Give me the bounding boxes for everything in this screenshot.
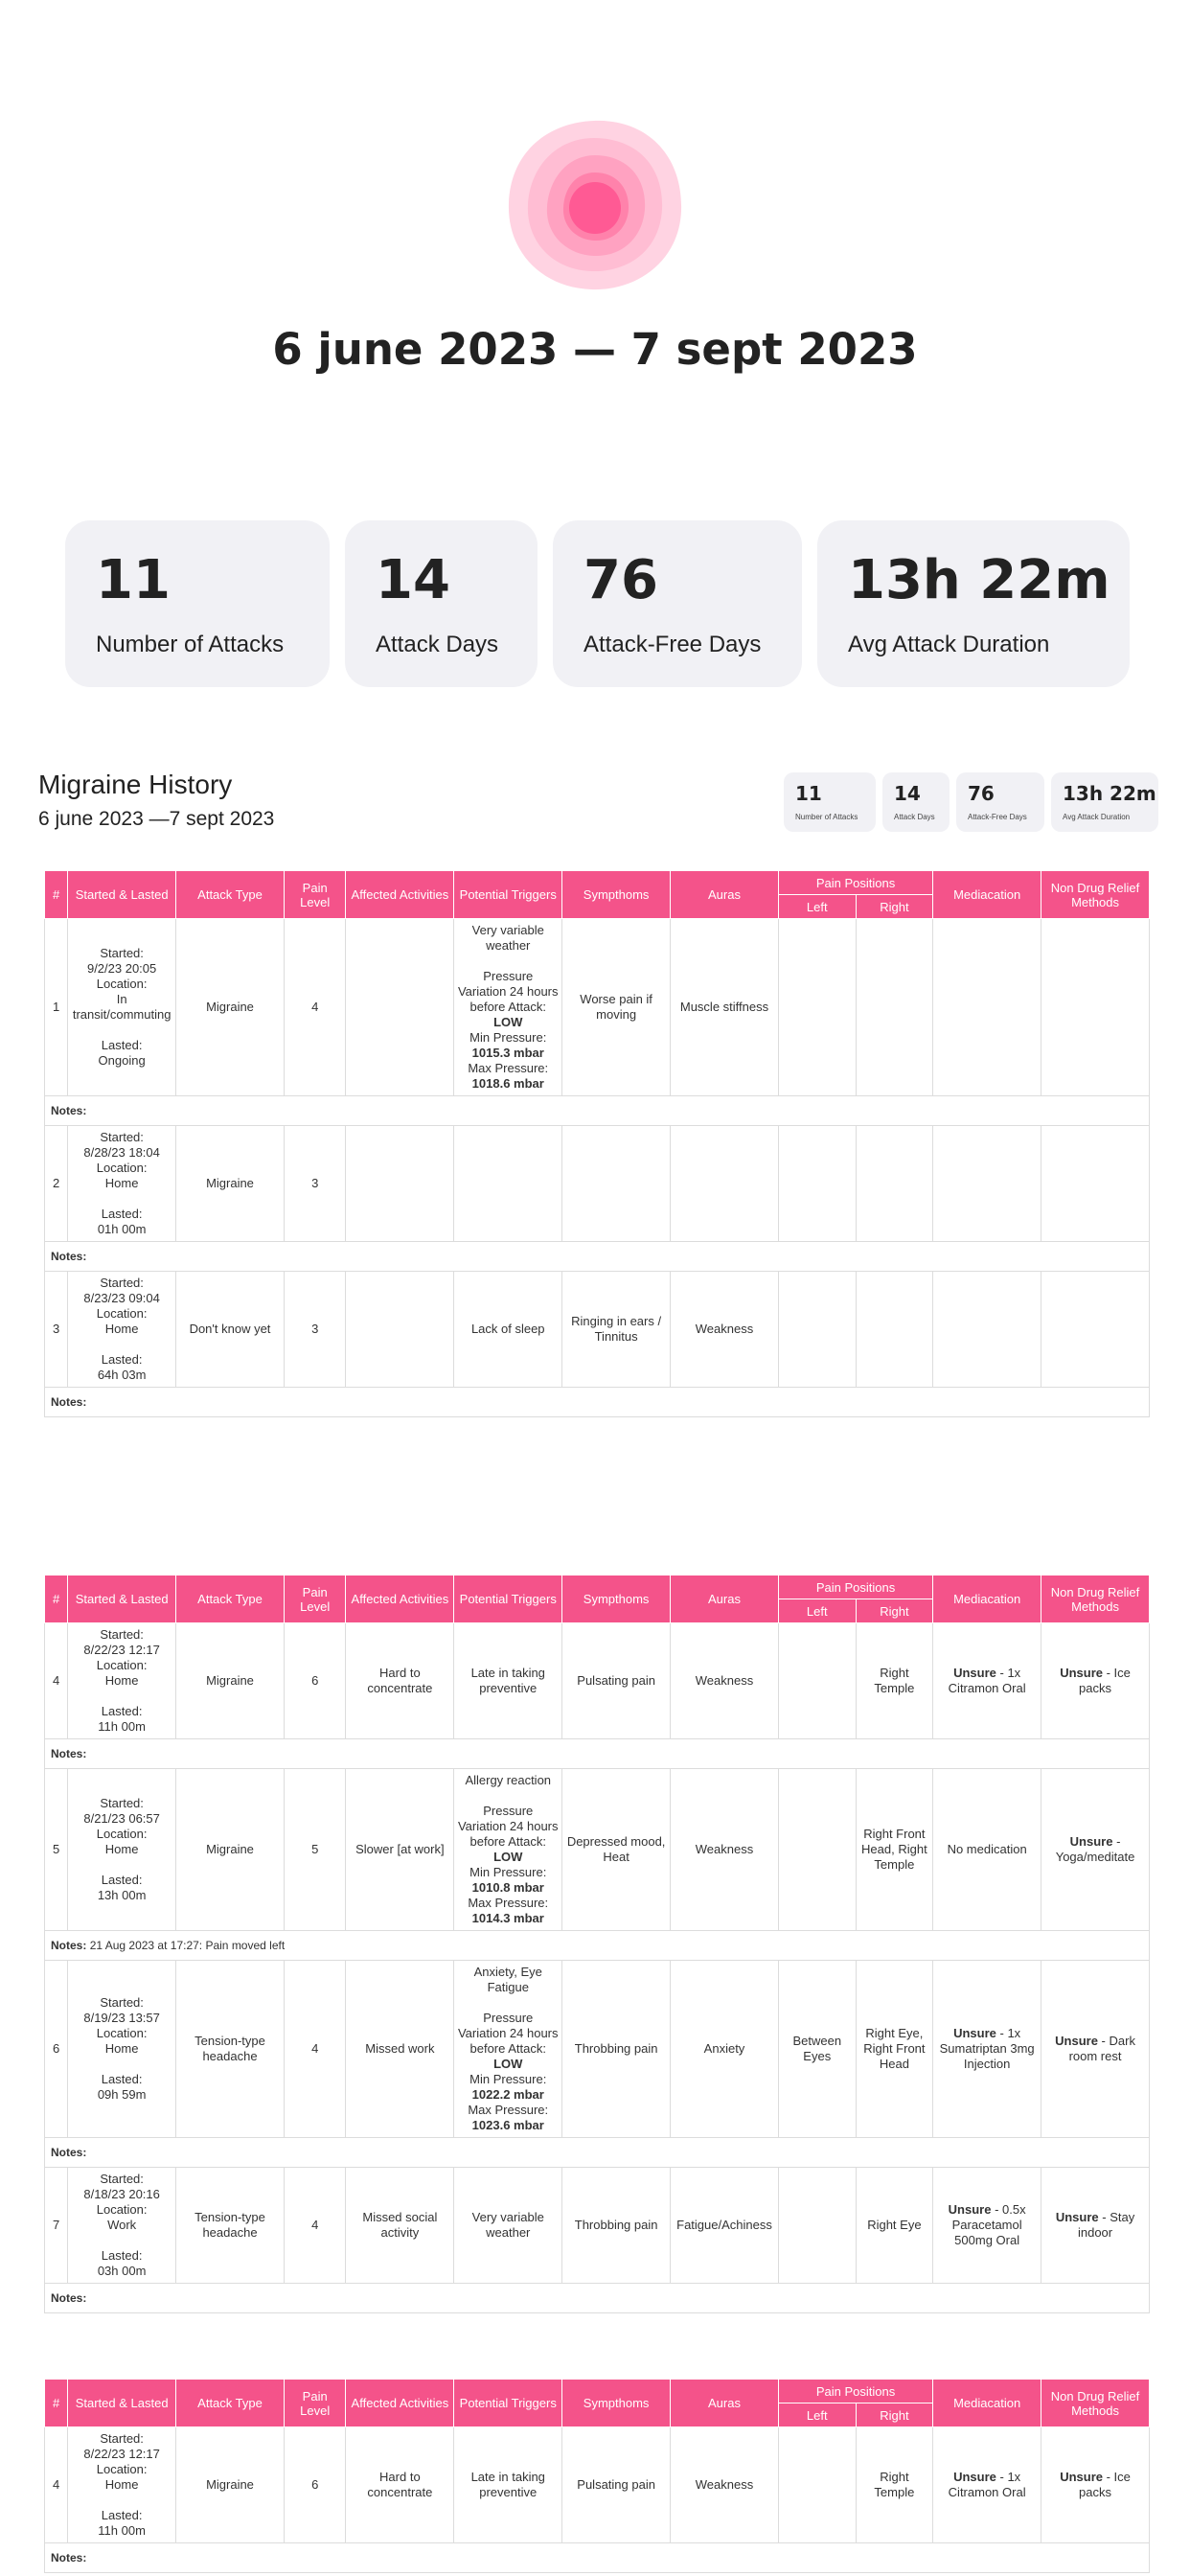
col-header-pain-positions: Pain Positions	[778, 1576, 932, 1599]
stat-card-attack-free-days	[553, 520, 802, 687]
col-header-auras: Auras	[671, 871, 779, 919]
col-header-triggers: Potential Triggers	[454, 1576, 562, 1623]
row-number: 4	[45, 1623, 68, 1739]
table-row	[45, 1623, 1150, 1739]
pain-right-cell	[856, 919, 933, 1096]
col-header-pain: Pain Level	[284, 1576, 346, 1623]
history-table-page-3	[44, 2379, 1150, 2576]
col-header-relief: Non Drug Relief Methods	[1041, 871, 1150, 919]
pain-level-cell: 6	[284, 2427, 346, 2543]
mini-stat-value: 11	[795, 782, 822, 805]
relief-methods-cell: Unsure - Dark room rest	[1041, 1961, 1150, 2138]
relief-methods-cell	[1041, 919, 1150, 1096]
col-header-right: Right	[856, 2404, 933, 2427]
row-number: 6	[45, 1961, 68, 2138]
auras-cell: Weakness	[671, 1623, 779, 1739]
stat-value: 11	[96, 549, 171, 611]
potential-triggers-cell	[454, 1126, 562, 1242]
notes-text: 21 Aug 2023 at 17:27: Pain moved left	[89, 1939, 286, 1952]
history-subtitle: 6 june 2023 —7 sept 2023	[38, 808, 275, 830]
notes-row	[45, 1242, 1150, 1272]
mini-stat-label: Number of Attacks	[795, 813, 858, 821]
pain-right-cell: Right Eye	[856, 2168, 933, 2284]
pain-level-cell: 3	[284, 1272, 346, 1388]
medication-cell: Unsure - 1x Sumatriptan 3mg Injection	[933, 1961, 1041, 2138]
notes-label: Notes:	[51, 1104, 87, 1117]
table-row	[45, 1961, 1150, 2138]
affected-activities-cell: Slower [at work]	[346, 1769, 454, 1931]
col-header-symptoms: Sympthoms	[562, 871, 671, 919]
col-header-auras: Auras	[671, 1576, 779, 1623]
mini-stat-label: Avg Attack Duration	[1063, 813, 1131, 821]
started-lasted-cell: Started: 8/18/23 20:16 Location: Work Lasted: 03h 00m	[68, 2168, 176, 2284]
attack-table	[44, 1575, 1150, 2313]
medication-cell: Unsure - 0.5x Paracetamol 500mg Oral	[933, 2168, 1041, 2284]
relief-methods-cell: Unsure - Yoga/meditate	[1041, 1769, 1150, 1931]
medication-cell	[933, 1272, 1041, 1388]
potential-triggers-cell: Anxiety, Eye Fatigue Pressure Variation 24 hours before Attack: LOW Min Pressure: 1022.2 mbar Max Pressure: 1023.6 mbar	[454, 1961, 562, 2138]
notes-label: Notes:	[51, 1939, 87, 1952]
stat-value: 76	[584, 549, 658, 611]
pain-level-cell: 4	[284, 2168, 346, 2284]
pain-right-cell: Right Eye, Right Front Head	[856, 1961, 933, 2138]
started-lasted-cell: Started: 9/2/23 20:05 Location: In transit/commuting Lasted: Ongoing	[68, 919, 176, 1096]
pain-left-cell	[778, 2427, 856, 2543]
col-header-right: Right	[856, 895, 933, 919]
col-header-activities: Affected Activities	[346, 2380, 454, 2427]
table-row	[45, 1272, 1150, 1388]
col-header-right: Right	[856, 1599, 933, 1623]
pain-level-cell: 4	[284, 1961, 346, 2138]
relief-methods-cell: Unsure - Ice packs	[1041, 1623, 1150, 1739]
potential-triggers-cell: Lack of sleep	[454, 1272, 562, 1388]
col-header-started: Started & Lasted	[68, 871, 176, 919]
pain-left-cell	[778, 2168, 856, 2284]
history-title: Migraine History	[38, 770, 233, 799]
pain-left-cell	[778, 919, 856, 1096]
symptoms-cell: Depressed mood, Heat	[562, 1769, 671, 1931]
pain-right-cell: Right Front Head, Right Temple	[856, 1769, 933, 1931]
history-table-page-1	[44, 870, 1150, 1474]
stat-card-attack-days	[345, 520, 538, 687]
symptoms-cell: Pulsating pain	[562, 2427, 671, 2543]
col-header-started: Started & Lasted	[68, 1576, 176, 1623]
pain-left-cell	[778, 1623, 856, 1739]
attack-type-cell: Migraine	[176, 1769, 285, 1931]
potential-triggers-cell: Late in taking preventive	[454, 2427, 562, 2543]
mini-stat-value: 76	[968, 782, 995, 805]
mini-stat-label: Attack-Free Days	[968, 813, 1027, 821]
pain-left-cell: Between Eyes	[778, 1961, 856, 2138]
stat-card-avg-duration	[817, 520, 1130, 687]
col-header-medication: Mediacation	[933, 871, 1041, 919]
date-range-title: 6 june 2023 — 7 sept 2023	[272, 324, 918, 375]
attack-table	[44, 870, 1150, 1417]
started-lasted-cell: Started: 8/19/23 13:57 Location: Home Lasted: 09h 59m	[68, 1961, 176, 2138]
col-header-activities: Affected Activities	[346, 1576, 454, 1623]
symptoms-cell: Throbbing pain	[562, 1961, 671, 2138]
stat-value: 13h 22m	[848, 549, 1110, 611]
history-table-page-2	[44, 1575, 1150, 2333]
auras-cell	[671, 1126, 779, 1242]
col-header-symptoms: Sympthoms	[562, 1576, 671, 1623]
attack-type-cell: Migraine	[176, 2427, 285, 2543]
started-lasted-cell: Started: 8/23/23 09:04 Location: Home Lasted: 64h 03m	[68, 1272, 176, 1388]
table-row	[45, 919, 1150, 1096]
medication-cell: No medication	[933, 1769, 1041, 1931]
notes-label: Notes:	[51, 2146, 87, 2159]
notes-row	[45, 2284, 1150, 2313]
notes-row	[45, 1739, 1150, 1769]
app-logo-icon	[503, 117, 685, 294]
row-number: 7	[45, 2168, 68, 2284]
mini-stat-attack-days	[882, 772, 950, 832]
col-header-left: Left	[778, 1599, 856, 1623]
attack-type-cell: Don't know yet	[176, 1272, 285, 1388]
col-header-type: Attack Type	[176, 2380, 285, 2427]
medication-cell: Unsure - 1x Citramon Oral	[933, 1623, 1041, 1739]
auras-cell: Muscle stiffness	[671, 919, 779, 1096]
mini-stat-value: 14	[894, 782, 921, 805]
col-header-medication: Mediacation	[933, 2380, 1041, 2427]
pain-left-cell	[778, 1769, 856, 1931]
medication-cell: Unsure - 1x Citramon Oral	[933, 2427, 1041, 2543]
pain-level-cell: 5	[284, 1769, 346, 1931]
symptoms-cell: Ringing in ears / Tinnitus	[562, 1272, 671, 1388]
pain-right-cell: Right Temple	[856, 1623, 933, 1739]
relief-methods-cell	[1041, 1272, 1150, 1388]
col-header-medication: Mediacation	[933, 1576, 1041, 1623]
medication-cell	[933, 919, 1041, 1096]
affected-activities-cell: Missed social activity	[346, 2168, 454, 2284]
table-row	[45, 1769, 1150, 1931]
affected-activities-cell	[346, 919, 454, 1096]
col-header-num: #	[45, 2380, 68, 2427]
medication-cell	[933, 1126, 1041, 1242]
auras-cell: Weakness	[671, 1769, 779, 1931]
affected-activities-cell: Hard to concentrate	[346, 2427, 454, 2543]
col-header-pain-positions: Pain Positions	[778, 871, 932, 895]
attack-type-cell: Migraine	[176, 1126, 285, 1242]
notes-label: Notes:	[51, 1395, 87, 1409]
pain-right-cell	[856, 1272, 933, 1388]
stats-row	[0, 520, 1190, 687]
col-header-num: #	[45, 1576, 68, 1623]
notes-row	[45, 2543, 1150, 2573]
notes-label: Notes:	[51, 1747, 87, 1760]
mini-stat-label: Attack Days	[894, 813, 935, 821]
attack-type-cell: Migraine	[176, 1623, 285, 1739]
col-header-started: Started & Lasted	[68, 2380, 176, 2427]
started-lasted-cell: Started: 8/22/23 12:17 Location: Home Lasted: 11h 00m	[68, 1623, 176, 1739]
attack-type-cell: Tension-type headache	[176, 2168, 285, 2284]
potential-triggers-cell: Very variable weather Pressure Variation 24 hours before Attack: LOW Min Pressure: 1015.3 mbar Max Pressure: 1018.6 mbar	[454, 919, 562, 1096]
relief-methods-cell	[1041, 1126, 1150, 1242]
row-number: 1	[45, 919, 68, 1096]
notes-row	[45, 1931, 1150, 1961]
pain-left-cell	[778, 1272, 856, 1388]
stat-label: Avg Attack Duration	[848, 632, 1050, 657]
auras-cell: Fatigue/Achiness	[671, 2168, 779, 2284]
col-header-relief: Non Drug Relief Methods	[1041, 2380, 1150, 2427]
table-row	[45, 2168, 1150, 2284]
attack-table	[44, 2379, 1150, 2573]
potential-triggers-cell: Late in taking preventive	[454, 1623, 562, 1739]
stat-card-attacks	[65, 520, 330, 687]
symptoms-cell: Worse pain if moving	[562, 919, 671, 1096]
started-lasted-cell: Started: 8/28/23 18:04 Location: Home Lasted: 01h 00m	[68, 1126, 176, 1242]
row-number: 3	[45, 1272, 68, 1388]
affected-activities-cell: Missed work	[346, 1961, 454, 2138]
notes-label: Notes:	[51, 2291, 87, 2305]
auras-cell: Anxiety	[671, 1961, 779, 2138]
row-number: 5	[45, 1769, 68, 1931]
started-lasted-cell: Started: 8/21/23 06:57 Location: Home Lasted: 13h 00m	[68, 1769, 176, 1931]
col-header-relief: Non Drug Relief Methods	[1041, 1576, 1150, 1623]
row-number: 2	[45, 1126, 68, 1242]
col-header-pain: Pain Level	[284, 2380, 346, 2427]
pain-level-cell: 3	[284, 1126, 346, 1242]
attack-type-cell: Tension-type headache	[176, 1961, 285, 2138]
affected-activities-cell: Hard to concentrate	[346, 1623, 454, 1739]
relief-methods-cell: Unsure - Stay indoor	[1041, 2168, 1150, 2284]
auras-cell: Weakness	[671, 2427, 779, 2543]
col-header-auras: Auras	[671, 2380, 779, 2427]
notes-row	[45, 1096, 1150, 1126]
started-lasted-cell: Started: 8/22/23 12:17 Location: Home Lasted: 11h 00m	[68, 2427, 176, 2543]
col-header-triggers: Potential Triggers	[454, 871, 562, 919]
stat-value: 14	[376, 549, 450, 611]
auras-cell: Weakness	[671, 1272, 779, 1388]
potential-triggers-cell: Very variable weather	[454, 2168, 562, 2284]
pain-left-cell	[778, 1126, 856, 1242]
col-header-triggers: Potential Triggers	[454, 2380, 562, 2427]
col-header-num: #	[45, 871, 68, 919]
table-row	[45, 2427, 1150, 2543]
mini-stat-avg-duration	[1051, 772, 1158, 832]
relief-methods-cell: Unsure - Ice packs	[1041, 2427, 1150, 2543]
pain-right-cell	[856, 1126, 933, 1242]
col-header-type: Attack Type	[176, 871, 285, 919]
mini-stat-attacks	[784, 772, 876, 832]
notes-label: Notes:	[51, 1250, 87, 1263]
notes-row	[45, 2138, 1150, 2168]
stat-label: Number of Attacks	[96, 632, 285, 657]
mini-stat-value: 13h 22m	[1063, 782, 1156, 805]
attack-type-cell: Migraine	[176, 919, 285, 1096]
symptoms-cell: Pulsating pain	[562, 1623, 671, 1739]
symptoms-cell: Throbbing pain	[562, 2168, 671, 2284]
col-header-left: Left	[778, 895, 856, 919]
stat-label: Attack Days	[376, 632, 499, 657]
col-header-symptoms: Sympthoms	[562, 2380, 671, 2427]
pain-right-cell: Right Temple	[856, 2427, 933, 2543]
notes-label: Notes:	[51, 2551, 87, 2564]
pain-level-cell: 4	[284, 919, 346, 1096]
col-header-pain-positions: Pain Positions	[778, 2380, 932, 2404]
col-header-type: Attack Type	[176, 1576, 285, 1623]
table-row	[45, 1126, 1150, 1242]
col-header-pain: Pain Level	[284, 871, 346, 919]
pain-level-cell: 6	[284, 1623, 346, 1739]
col-header-activities: Affected Activities	[346, 871, 454, 919]
affected-activities-cell	[346, 1272, 454, 1388]
affected-activities-cell	[346, 1126, 454, 1242]
symptoms-cell	[562, 1126, 671, 1242]
col-header-left: Left	[778, 2404, 856, 2427]
mini-stat-attack-free-days	[956, 772, 1044, 832]
stat-label: Attack-Free Days	[584, 632, 762, 657]
row-number: 4	[45, 2427, 68, 2543]
notes-row	[45, 1388, 1150, 1417]
potential-triggers-cell: Allergy reaction Pressure Variation 24 hours before Attack: LOW Min Pressure: 1010.8 mbar Max Pressure: 1014.3 mbar	[454, 1769, 562, 1931]
